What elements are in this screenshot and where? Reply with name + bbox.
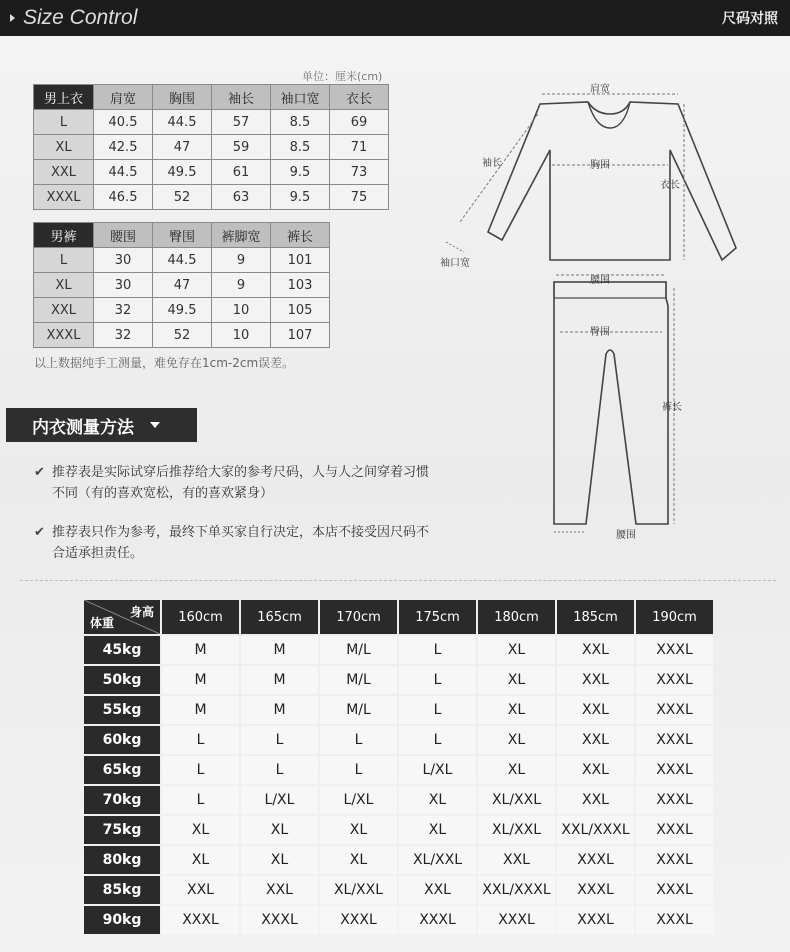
header-left <box>10 6 137 30</box>
size-cell: XXXL <box>636 786 713 814</box>
size-cell: XXXL <box>636 756 713 784</box>
unit-label: 单位：厘米(cm) <box>302 70 383 83</box>
table-row <box>84 906 713 934</box>
height-header-cell: 175cm <box>399 600 476 634</box>
table-row <box>34 273 330 298</box>
table-row <box>34 248 330 273</box>
weight-header-cell: 70kg <box>84 786 160 814</box>
height-header-cell: 160cm <box>162 600 239 634</box>
size-cell: XXXL <box>636 696 713 724</box>
size-cell: XXL <box>162 876 239 904</box>
table-header-cell: 袖口宽 <box>271 85 330 110</box>
cuff-dimension <box>446 242 464 252</box>
table-cell: 10 <box>212 323 271 348</box>
table-cell: 71 <box>330 135 389 160</box>
table-cell: 103 <box>271 273 330 298</box>
size-cell: XXXL <box>557 906 634 934</box>
size-cell: XXXL <box>162 906 239 934</box>
tip-text: 推荐表只作为参考，最终下单买家自行决定，本店不接受因尺码不合适承担责任。 <box>52 525 430 561</box>
size-cell: XL <box>399 816 476 844</box>
table-row <box>34 298 330 323</box>
table-cell: 32 <box>94 298 153 323</box>
weight-header-cell: 45kg <box>84 636 160 664</box>
size-cell: M/L <box>320 696 397 724</box>
height-header-cell: 190cm <box>636 600 713 634</box>
size-cell: XL/XXL <box>478 786 555 814</box>
table-cell: 105 <box>271 298 330 323</box>
method-title: 内衣测量方法 <box>32 417 134 438</box>
weight-header-cell: 65kg <box>84 756 160 784</box>
tip-item <box>34 462 434 504</box>
size-label-cell: XXXL <box>34 323 94 348</box>
table-row <box>84 666 713 694</box>
table-cell: 32 <box>94 323 153 348</box>
table-cell: 9 <box>212 248 271 273</box>
corner-height-label: 身高 <box>129 605 154 619</box>
table-cell: 9 <box>212 273 271 298</box>
table-cell: 49.5 <box>153 298 212 323</box>
table-cell: 49.5 <box>153 160 212 185</box>
size-recommendation-table <box>82 598 715 936</box>
table-cell: 59 <box>212 135 271 160</box>
table-cell: 73 <box>330 160 389 185</box>
table-row <box>84 756 713 784</box>
weight-header-cell: 75kg <box>84 816 160 844</box>
table-row <box>84 846 713 874</box>
size-cell: L <box>320 756 397 784</box>
size-cell: XL <box>478 666 555 694</box>
size-label-cell: XXL <box>34 160 94 185</box>
table-cell: 52 <box>153 323 212 348</box>
pant-length-label: 裤长 <box>662 402 682 413</box>
size-cell: XXL <box>557 696 634 724</box>
garment-diagram <box>430 70 760 550</box>
hip-label: 臀围 <box>590 327 610 338</box>
size-cell: XXL <box>399 876 476 904</box>
table-header-row <box>34 223 330 248</box>
size-cell: XL <box>162 846 239 874</box>
table-header-cell: 裤长 <box>271 223 330 248</box>
size-cell: XL <box>241 846 318 874</box>
table-header-cell: 衣长 <box>330 85 389 110</box>
weight-header-cell: 50kg <box>84 666 160 694</box>
size-cell: XL <box>241 816 318 844</box>
table-header-cell: 腰围 <box>94 223 153 248</box>
size-cell: XXXL <box>636 846 713 874</box>
table-row <box>34 110 389 135</box>
size-cell: XXL <box>557 786 634 814</box>
pants-outline <box>554 282 668 524</box>
height-header-cell: 185cm <box>557 600 634 634</box>
header-title: Size Control <box>23 6 138 29</box>
size-label-cell: XL <box>34 135 94 160</box>
table-cell: 46.5 <box>94 185 153 210</box>
corner-cell <box>84 600 160 634</box>
table-row <box>84 876 713 904</box>
size-cell: XXL/XXXL <box>478 876 555 904</box>
table-header-cell: 臀围 <box>153 223 212 248</box>
size-cell: XXXL <box>636 876 713 904</box>
table-cell: 44.5 <box>153 110 212 135</box>
shirt-outline <box>488 102 736 260</box>
table-cell: 30 <box>94 273 153 298</box>
size-label-cell: XXXL <box>34 185 94 210</box>
table-row <box>84 816 713 844</box>
size-cell: M <box>162 696 239 724</box>
size-cell: XXL/XXXL <box>557 816 634 844</box>
size-cell: L <box>241 756 318 784</box>
size-cell: XXXL <box>636 666 713 694</box>
size-cell: XXL <box>241 876 318 904</box>
triangle-icon <box>10 14 15 22</box>
size-cell: XXXL <box>557 846 634 874</box>
size-cell: XL <box>320 816 397 844</box>
size-cell: XXXL <box>320 906 397 934</box>
table-row <box>34 160 389 185</box>
size-cell: XL <box>320 846 397 874</box>
size-cell: L <box>241 726 318 754</box>
table-cell: 61 <box>212 160 271 185</box>
size-cell: XL <box>478 696 555 724</box>
size-cell: L/XL <box>241 786 318 814</box>
tip-text: 推荐表是实际试穿后推荐给大家的参考尺码，人与人之间穿着习惯不同（有的喜欢宽松，有的喜欢紧身） <box>52 465 430 501</box>
table-cell: 47 <box>153 135 212 160</box>
table-cell: 107 <box>271 323 330 348</box>
size-cell: XXL <box>557 666 634 694</box>
table-header-row <box>34 85 389 110</box>
size-cell: XL <box>478 636 555 664</box>
table-cell: 52 <box>153 185 212 210</box>
size-cell: XXXL <box>478 906 555 934</box>
table-header-cell: 男裤 <box>34 223 94 248</box>
shoulder-label: 肩宽 <box>590 84 610 95</box>
top-size-table <box>33 84 389 210</box>
shirt-collar <box>588 102 630 128</box>
size-cell: M/L <box>320 666 397 694</box>
sleeve-label: 袖长 <box>482 158 502 169</box>
table-cell: 44.5 <box>94 160 153 185</box>
size-cell: L <box>399 696 476 724</box>
size-cell: L/XL <box>399 756 476 784</box>
table-cell: 101 <box>271 248 330 273</box>
table-cell: 8.5 <box>271 135 330 160</box>
size-cell: M <box>162 636 239 664</box>
size-cell: XXL <box>557 756 634 784</box>
table-cell: 40.5 <box>94 110 153 135</box>
method-title-bar <box>6 408 197 442</box>
table-cell: 57 <box>212 110 271 135</box>
section-divider <box>20 580 776 581</box>
measurement-note: 以上数据纯手工测量，难免存在1cm-2cm误差。 <box>34 356 295 370</box>
pants-size-table <box>33 222 330 348</box>
size-cell: XXXL <box>399 906 476 934</box>
size-cell: L <box>320 726 397 754</box>
size-cell: XL <box>478 756 555 784</box>
size-cell: M <box>241 666 318 694</box>
size-cell: XL <box>399 786 476 814</box>
size-cell: XXXL <box>636 726 713 754</box>
size-cell: M <box>241 696 318 724</box>
cuff-label: 袖口宽 <box>440 258 470 269</box>
table-cell: 63 <box>212 185 271 210</box>
size-cell: XL/XXL <box>399 846 476 874</box>
height-header-cell: 170cm <box>320 600 397 634</box>
size-cell: XXL <box>557 636 634 664</box>
length-label: 衣长 <box>660 180 680 191</box>
weight-header-cell: 85kg <box>84 876 160 904</box>
height-header-cell: 165cm <box>241 600 318 634</box>
table-cell: 44.5 <box>153 248 212 273</box>
weight-header-cell: 60kg <box>84 726 160 754</box>
size-cell: L <box>162 726 239 754</box>
size-cell: L <box>399 666 476 694</box>
table-header-cell: 男上衣 <box>34 85 94 110</box>
size-cell: XL/XXL <box>478 816 555 844</box>
weight-header-cell: 80kg <box>84 846 160 874</box>
header-subtitle: 尺码对照 <box>722 11 778 27</box>
table-cell: 9.5 <box>271 185 330 210</box>
size-label-cell: L <box>34 248 94 273</box>
weight-header-cell: 55kg <box>84 696 160 724</box>
table-cell: 42.5 <box>94 135 153 160</box>
chest-label: 胸围 <box>590 160 610 171</box>
table-cell: 69 <box>330 110 389 135</box>
table-header-cell: 肩宽 <box>94 85 153 110</box>
size-cell: L <box>399 726 476 754</box>
size-cell: L/XL <box>320 786 397 814</box>
height-header-cell: 180cm <box>478 600 555 634</box>
check-icon: ✔ <box>34 525 45 540</box>
size-cell: M <box>241 636 318 664</box>
table-header-cell: 裤脚宽 <box>212 223 271 248</box>
size-label-cell: L <box>34 110 94 135</box>
size-cell: XXXL <box>557 876 634 904</box>
table-cell: 30 <box>94 248 153 273</box>
table-cell: 9.5 <box>271 160 330 185</box>
table-cell: 8.5 <box>271 110 330 135</box>
corner-weight-label: 体重 <box>90 616 115 630</box>
weight-header-cell: 90kg <box>84 906 160 934</box>
size-cell: XXL <box>478 846 555 874</box>
caret-down-icon <box>150 422 160 428</box>
table-row <box>84 636 713 664</box>
table-row <box>84 696 713 724</box>
table-header-row <box>84 600 713 634</box>
table-header-cell: 袖长 <box>212 85 271 110</box>
size-cell: M <box>162 666 239 694</box>
size-cell: XXL <box>557 726 634 754</box>
table-row <box>34 185 389 210</box>
size-cell: L <box>162 756 239 784</box>
table-header-cell: 胸围 <box>153 85 212 110</box>
size-cell: XL <box>478 726 555 754</box>
table-cell: 10 <box>212 298 271 323</box>
check-icon: ✔ <box>34 465 45 480</box>
pants-waistband <box>554 282 666 298</box>
table-cell: 75 <box>330 185 389 210</box>
size-cell: L <box>399 636 476 664</box>
table-row <box>84 786 713 814</box>
table-cell: 47 <box>153 273 212 298</box>
size-cell: XXXL <box>636 906 713 934</box>
table-row <box>34 135 389 160</box>
size-cell: XXXL <box>636 636 713 664</box>
hem-label: 腰围 <box>616 530 636 541</box>
page-header <box>0 0 790 36</box>
size-cell: M/L <box>320 636 397 664</box>
size-cell: XL <box>162 816 239 844</box>
size-cell: XXXL <box>241 906 318 934</box>
size-label-cell: XXL <box>34 298 94 323</box>
size-label-cell: XL <box>34 273 94 298</box>
table-row <box>34 323 330 348</box>
size-cell: XXXL <box>636 816 713 844</box>
size-cell: L <box>162 786 239 814</box>
table-row <box>84 726 713 754</box>
tip-item <box>34 522 434 564</box>
waist-label: 腰围 <box>590 275 610 286</box>
size-cell: XL/XXL <box>320 876 397 904</box>
